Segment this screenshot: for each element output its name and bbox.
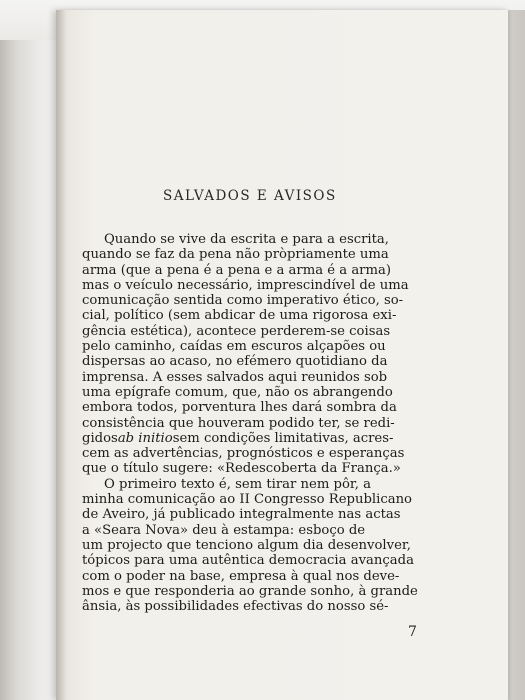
text-line: que o título sugere: «Redescoberta da França.» [82,461,401,477]
text-line-italic [82,431,480,446]
page-gutter-shadow [56,10,66,700]
text-line: embora todos, porventura lhes dará sombra da [82,400,397,416]
text-line: O primeiro texto é, sem tirar nem pôr, a [104,476,372,492]
text-line: gência estética), acontece perderem-se coisas [82,323,391,339]
body-text [82,232,480,614]
text-line: cial, político (sem abdicar de uma rigorosa exi- [82,308,397,324]
text-line: uma epígrafe comum, que, não os abrangendo [82,384,393,400]
text-line: de Aveiro, já publicado integralmente nas actas [82,507,401,523]
text-line: cem as advertências, prognósticos e esperanças [82,446,405,462]
text-line: imprensa. A esses salvados aqui reunidos sob [82,369,388,385]
text-line: arma (que a pena é a pena e a arma é a arma) [82,262,391,278]
text-segment: gidos [82,430,118,446]
text-line: minha comunicação ao II Congresso Republicano [82,492,412,508]
text-line: consistência que houveram podido ter, se redi- [82,415,395,431]
text-line: comunicação sentida como imperativo ético, so- [82,293,404,309]
text-line: tópicos para uma autêntica democracia avançada [82,553,414,569]
text-line: mos e que responderia ao grande sonho, à grande [82,583,418,599]
text-line: ânsia, às possibilidades efectivas do nosso sé- [82,599,389,615]
text-line: Quando se vive da escrita e para a escrita, [104,232,389,247]
text-line: com o poder na base, empresa à qual nos deve- [82,568,400,584]
text-line: um projecto que tenciono algum dia desenvolver, [82,537,411,553]
text-line: a «Seara Nova» deu à estampa: esboço de [82,522,366,538]
text-line: quando se faz da pena não pròpriamente uma [82,247,389,263]
text-line: mas o veículo necessário, imprescindível de uma [82,277,409,293]
page-number: 7 [408,624,417,640]
italic-phrase: ab initio [117,430,173,446]
text-line: pelo caminho, caídas em escuros alçapões ou [82,339,386,355]
text-segment: sem condições limitativas, acres- [172,430,394,446]
chapter-heading: SALVADOS E AVISOS [163,188,337,204]
text-line: dispersas ao acaso, no efémero quotidiano da [82,354,388,370]
